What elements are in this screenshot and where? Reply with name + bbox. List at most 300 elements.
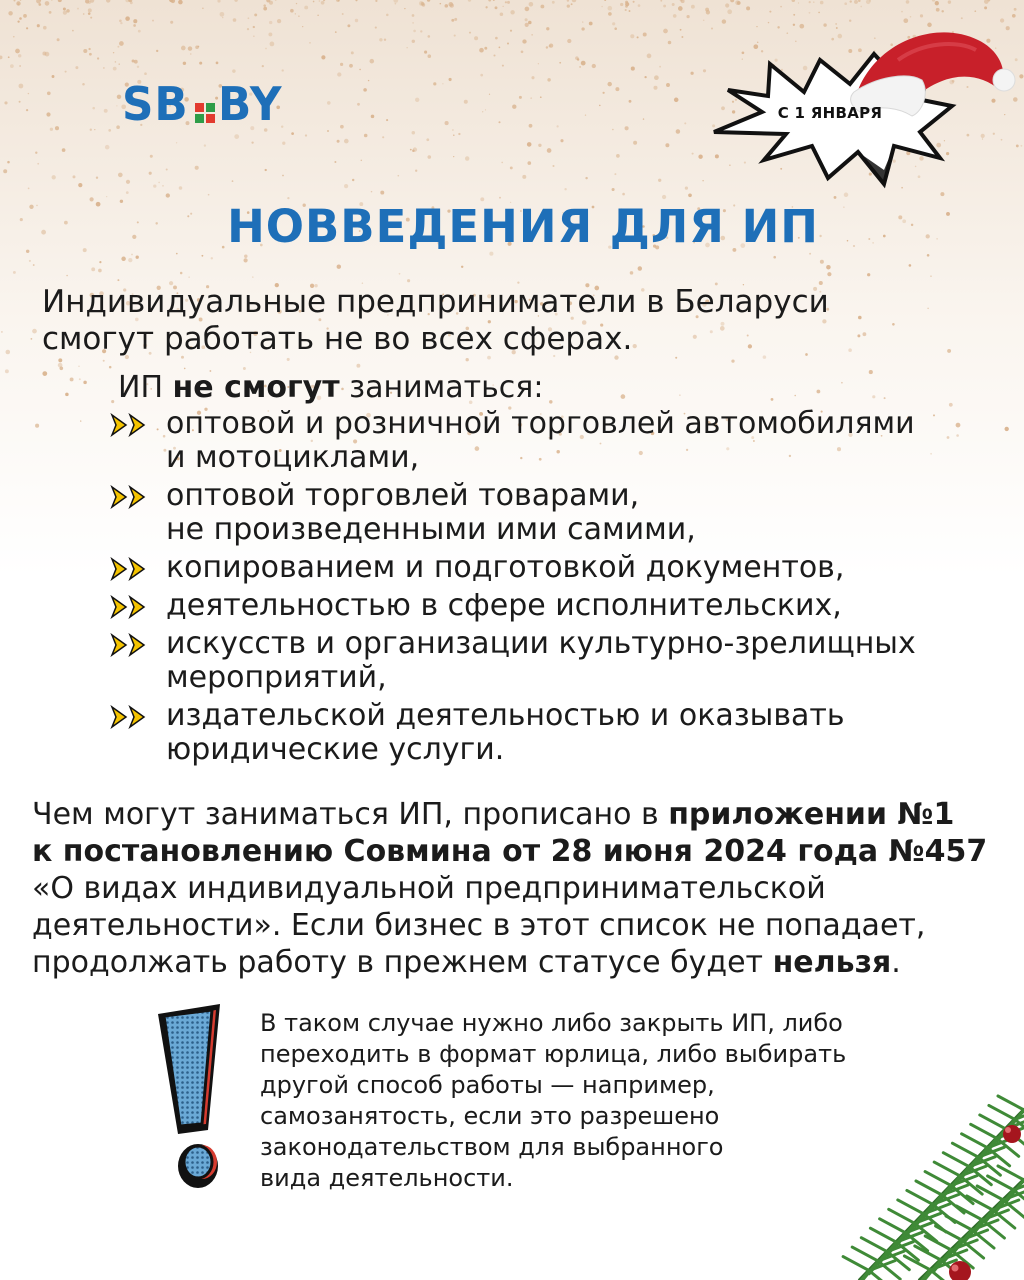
sparkle-dot bbox=[698, 155, 702, 159]
sparkle-dot bbox=[674, 98, 679, 103]
sparkle-dot bbox=[70, 377, 74, 381]
sparkle-dot bbox=[663, 29, 668, 34]
sparkle-dot bbox=[612, 22, 615, 25]
sparkle-dot bbox=[268, 32, 272, 36]
sparkle-dot bbox=[703, 69, 706, 72]
sparkle-dot bbox=[474, 36, 478, 40]
sparkle-dot bbox=[83, 13, 85, 15]
sparkle-dot bbox=[351, 51, 354, 54]
sparkle-dot bbox=[58, 363, 63, 368]
sparkle-dot bbox=[352, 179, 354, 181]
sparkle-dot bbox=[265, 169, 267, 171]
sparkle-dot bbox=[625, 2, 629, 6]
sparkle-dot bbox=[705, 8, 709, 12]
sparkle-dot bbox=[181, 46, 186, 51]
sparkle-dot bbox=[29, 260, 31, 262]
sparkle-dot bbox=[119, 19, 122, 22]
sparkle-dot bbox=[188, 276, 189, 277]
sparkle-dot bbox=[83, 49, 87, 53]
sparkle-dot bbox=[559, 62, 561, 64]
sparkle-dot bbox=[47, 91, 51, 95]
sparkle-dot bbox=[43, 26, 47, 30]
sparkle-dot bbox=[820, 260, 824, 264]
sparkle-dot bbox=[45, 1, 50, 6]
sparkle-dot bbox=[884, 397, 886, 399]
sparkle-dot bbox=[337, 264, 341, 268]
list-item bbox=[108, 407, 1008, 475]
sparkle-dot bbox=[854, 0, 858, 4]
fir-needle bbox=[869, 1271, 891, 1280]
sparkle-dot bbox=[725, 3, 729, 7]
sparkle-dot bbox=[199, 62, 202, 65]
sparkle-dot bbox=[527, 142, 532, 147]
sparkle-dot bbox=[149, 172, 152, 175]
sparkle-dot bbox=[420, 30, 422, 32]
sparkle-dot bbox=[500, 12, 504, 16]
para-text-4: продолжать работу в прежнем статусе будет bbox=[32, 945, 773, 980]
sparkle-dot bbox=[612, 129, 614, 131]
sparkle-dot bbox=[412, 14, 415, 17]
sparkle-dot bbox=[961, 17, 963, 19]
sparkle-dot bbox=[371, 191, 373, 193]
para-bold-2: к постановлению Совмина от 28 июня 2024 года №457 bbox=[32, 834, 988, 869]
sparkle-dot bbox=[680, 29, 682, 31]
fir-needle bbox=[943, 1153, 969, 1167]
sparkle-dot bbox=[529, 124, 533, 128]
sparkle-dot bbox=[531, 34, 532, 35]
sparkle-dot bbox=[773, 256, 776, 259]
sparkle-dot bbox=[525, 7, 530, 12]
sparkle-dot bbox=[282, 142, 285, 145]
sparkle-dot bbox=[844, 2, 847, 5]
sparkle-dot bbox=[461, 266, 463, 268]
sparkle-dot bbox=[522, 39, 526, 43]
sparkle-dot bbox=[16, 1, 20, 5]
sparkle-dot bbox=[32, 329, 37, 334]
sparkle-dot bbox=[974, 10, 976, 12]
sparkle-dot bbox=[691, 5, 695, 9]
sparkle-dot bbox=[296, 3, 297, 4]
sparkle-dot bbox=[355, 19, 358, 22]
sparkle-dot bbox=[499, 197, 501, 199]
sparkle-dot bbox=[614, 27, 617, 30]
note-line-5: законодательством для выбранного bbox=[260, 1133, 724, 1161]
fir-needle bbox=[952, 1143, 978, 1157]
sparkle-dot bbox=[28, 93, 29, 94]
sparkle-dot bbox=[8, 11, 12, 15]
sparkle-dot bbox=[589, 22, 593, 26]
sparkle-dot bbox=[607, 6, 612, 11]
para-text-2: «О видах индивидуальной предпринимательской bbox=[32, 871, 826, 906]
sparkle-dot bbox=[498, 121, 500, 123]
sparkle-dot bbox=[920, 14, 923, 17]
sparkle-dot bbox=[495, 37, 498, 40]
sparkle-dot bbox=[251, 141, 253, 143]
sparkle-dot bbox=[166, 193, 170, 197]
sparkle-dot bbox=[643, 33, 647, 37]
sparkle-dot bbox=[479, 48, 484, 53]
sparkle-dot bbox=[581, 27, 584, 30]
sparkle-dot bbox=[614, 173, 616, 175]
sparkle-dot bbox=[115, 61, 117, 63]
sparkle-dot bbox=[103, 67, 104, 68]
sparkle-dot bbox=[92, 107, 95, 110]
sparkle-dot bbox=[440, 3, 442, 5]
sparkle-dot bbox=[503, 6, 504, 7]
list-item-line-2: не произведенными ими самими, bbox=[166, 512, 696, 547]
lead-suffix: заниматься: bbox=[349, 370, 544, 405]
sparkle-dot bbox=[531, 76, 534, 79]
sparkle-dot bbox=[78, 183, 82, 187]
list-item bbox=[108, 589, 1008, 623]
sparkle-dot bbox=[176, 253, 178, 255]
sparkle-dot bbox=[809, 253, 811, 255]
sparkle-dot bbox=[80, 420, 81, 421]
sparkle-dot bbox=[528, 21, 532, 25]
sparkle-dot bbox=[872, 395, 875, 398]
sparkle-dot bbox=[327, 101, 331, 105]
fir-needle bbox=[980, 1115, 1006, 1129]
sparkle-dot bbox=[482, 111, 483, 112]
sparkle-dot bbox=[407, 279, 410, 282]
sparkle-dot bbox=[629, 10, 631, 12]
sparkle-dot bbox=[602, 92, 604, 94]
sparkle-dot bbox=[643, 118, 644, 119]
sparkle-dot bbox=[684, 122, 686, 124]
sparkle-dot bbox=[42, 371, 47, 376]
list-item-line-1: искусств и организации культурно-зрелищных bbox=[166, 626, 916, 661]
fir-needle bbox=[870, 1228, 896, 1242]
sparkle-dot bbox=[427, 35, 430, 38]
sparkle-dot bbox=[62, 148, 66, 152]
list-item-line-1: оптовой торговлей товарами, bbox=[166, 478, 640, 513]
sparkle-dot bbox=[464, 100, 468, 104]
sparkle-dot bbox=[340, 63, 343, 66]
sparkle-dot bbox=[869, 370, 873, 374]
sparkle-dot bbox=[633, 1, 635, 3]
sparkle-dot bbox=[117, 279, 119, 281]
sparkle-dot bbox=[582, 21, 583, 22]
sparkle-dot bbox=[798, 2, 799, 3]
sparkle-dot bbox=[380, 191, 384, 195]
sparkle-dot bbox=[247, 28, 249, 30]
sparkle-dot bbox=[510, 166, 513, 169]
sparkle-dot bbox=[546, 27, 549, 30]
sparkle-dot bbox=[426, 138, 429, 141]
sparkle-dot bbox=[269, 21, 272, 24]
sparkle-dot bbox=[340, 125, 344, 129]
sparkle-dot bbox=[686, 15, 689, 18]
sparkle-dot bbox=[26, 109, 28, 111]
badge-date-label: С 1 ЯНВАРЯ bbox=[777, 104, 883, 122]
sparkle-dot bbox=[347, 24, 350, 27]
sparkle-dot bbox=[222, 17, 224, 19]
sparkle-dot bbox=[399, 273, 401, 275]
sparkle-dot bbox=[631, 67, 635, 71]
note-line-3: другой способ работы — например, bbox=[260, 1071, 715, 1099]
sparkle-dot bbox=[666, 83, 670, 87]
sparkle-dot bbox=[427, 155, 431, 159]
sparkle-dot bbox=[49, 11, 52, 14]
sparkle-dot bbox=[108, 129, 111, 132]
double-chevron-icon bbox=[108, 595, 158, 619]
sparkle-dot bbox=[527, 161, 531, 165]
sparkle-dot bbox=[668, 41, 672, 45]
sparkle-dot bbox=[156, 50, 158, 52]
sparkle-dot bbox=[136, 256, 139, 259]
sparkle-dot bbox=[321, 1, 325, 5]
sparkle-dot bbox=[190, 53, 191, 54]
sparkle-dot bbox=[793, 14, 795, 16]
sparkle-dot bbox=[77, 8, 79, 10]
sparkle-dot bbox=[549, 400, 552, 403]
sparkle-dot bbox=[113, 52, 114, 53]
sparkle-dot bbox=[88, 12, 91, 15]
sparkle-dot bbox=[73, 175, 76, 178]
sparkle-dot bbox=[153, 184, 156, 187]
sparkle-dot bbox=[158, 182, 160, 184]
sparkle-dot bbox=[927, 254, 930, 257]
sparkle-dot bbox=[144, 72, 147, 75]
sparkle-dot bbox=[452, 129, 454, 131]
sparkle-dot bbox=[335, 31, 337, 33]
sparkle-dot bbox=[547, 148, 552, 153]
sparkle-dot bbox=[384, 38, 386, 40]
sparkle-dot bbox=[560, 139, 563, 142]
sparkle-dot bbox=[13, 36, 15, 38]
double-chevron-icon bbox=[108, 633, 158, 657]
sparkle-dot bbox=[55, 126, 59, 130]
sparkle-dot bbox=[386, 119, 388, 121]
sparkle-dot bbox=[79, 378, 81, 380]
sparkle-dot bbox=[334, 161, 336, 163]
sparkle-dot bbox=[450, 3, 454, 7]
sparkle-dot bbox=[83, 381, 87, 385]
sparkle-dot bbox=[571, 3, 573, 5]
sparkle-dot bbox=[449, 78, 452, 81]
sparkle-dot bbox=[134, 60, 138, 64]
sparkle-dot bbox=[91, 267, 95, 271]
sparkle-dot bbox=[375, 27, 377, 29]
sparkle-dot bbox=[52, 75, 55, 78]
sparkle-dot bbox=[357, 103, 360, 106]
fir-needle bbox=[898, 1200, 924, 1214]
sparkle-dot bbox=[262, 65, 264, 67]
note-line-4: самозанятость, если это разрешено bbox=[260, 1102, 720, 1130]
sparkle-dot bbox=[253, 36, 254, 37]
sparkle-dot bbox=[176, 142, 177, 143]
para-text-1: Чем могут заниматься ИП, прописано в bbox=[32, 797, 669, 832]
sparkle-dot bbox=[654, 75, 659, 80]
sparkle-dot bbox=[579, 66, 581, 68]
sparkle-dot bbox=[519, 96, 522, 99]
sparkle-dot bbox=[466, 358, 469, 361]
sparkle-dot bbox=[15, 49, 20, 54]
fir-needle bbox=[946, 1216, 972, 1230]
sparkle-dot bbox=[1014, 8, 1017, 11]
para-bold-1: приложении №1 bbox=[668, 797, 955, 832]
sparkle-dot bbox=[243, 258, 247, 262]
sparkle-dot bbox=[313, 1, 315, 3]
sparkle-dot bbox=[6, 350, 11, 355]
sparkle-dot bbox=[202, 7, 204, 9]
sparkle-dot bbox=[98, 269, 102, 273]
sparkle-dot bbox=[673, 14, 677, 18]
sparkle-dot bbox=[547, 78, 550, 81]
sparkle-dot bbox=[769, 11, 771, 13]
sparkle-dot bbox=[162, 185, 163, 186]
sparkle-dot bbox=[529, 2, 534, 7]
sparkle-dot bbox=[424, 51, 427, 54]
list-item bbox=[108, 551, 1008, 585]
sparkle-dot bbox=[608, 12, 612, 16]
sparkle-dot bbox=[540, 5, 544, 9]
sparkle-dot bbox=[510, 10, 514, 14]
sparkle-dot bbox=[52, 175, 56, 179]
sparkle-dot bbox=[1012, 14, 1016, 18]
sparkle-dot bbox=[935, 1, 939, 5]
sparkle-dot bbox=[495, 6, 498, 9]
sparkle-dot bbox=[685, 187, 688, 190]
sparkle-dot bbox=[282, 175, 284, 177]
sparkle-dot bbox=[170, 21, 173, 24]
sparkle-dot bbox=[442, 83, 443, 84]
sparkle-dot bbox=[216, 62, 219, 65]
fir-needle bbox=[936, 1226, 962, 1240]
sparkle-dot bbox=[298, 15, 300, 17]
sparkle-dot bbox=[947, 349, 951, 353]
sparkle-dot bbox=[371, 115, 375, 119]
sparkle-dot bbox=[415, 98, 419, 102]
fir-needle bbox=[880, 1219, 906, 1233]
sparkle-dot bbox=[90, 17, 92, 19]
sparkle-dot bbox=[386, 14, 389, 17]
sparkle-dot bbox=[984, 6, 987, 9]
sparkle-dot bbox=[379, 38, 382, 41]
sparkle-dot bbox=[178, 0, 183, 4]
sparkle-dot bbox=[465, 156, 469, 160]
sparkle-dot bbox=[480, 74, 483, 77]
sparkle-dot bbox=[538, 144, 541, 147]
sparkle-dot bbox=[415, 170, 417, 172]
sparkle-dot bbox=[644, 76, 646, 78]
sparkle-dot bbox=[502, 65, 504, 67]
fir-needle bbox=[989, 1105, 1015, 1119]
sparkle-dot bbox=[412, 22, 414, 24]
sparkle-dot bbox=[290, 9, 294, 13]
sparkle-dot bbox=[507, 43, 509, 45]
sparkle-dot bbox=[679, 394, 681, 396]
list-item-line-2: мероприятий, bbox=[166, 660, 387, 695]
note-line-1: В таком случае нужно либо закрыть ИП, либо bbox=[260, 1009, 843, 1037]
sparkle-dot bbox=[625, 126, 629, 130]
sparkle-dot bbox=[407, 47, 408, 48]
sparkle-dot bbox=[941, 10, 943, 12]
sparkle-dot bbox=[234, 134, 239, 139]
sparkle-dot bbox=[337, 72, 341, 76]
sparkle-dot bbox=[540, 96, 542, 98]
sparkle-dot bbox=[125, 16, 130, 21]
sparkle-dot bbox=[485, 6, 487, 8]
sparkle-dot bbox=[577, 58, 579, 60]
sparkle-dot bbox=[45, 52, 50, 57]
sparkle-dot bbox=[37, 24, 40, 27]
sparkle-dot bbox=[512, 105, 516, 109]
sparkle-dot bbox=[702, 180, 703, 181]
sparkle-dot bbox=[507, 1, 510, 4]
list-item-line-1: копированием и подготовкой документов, bbox=[166, 550, 845, 585]
sparkle-dot bbox=[948, 0, 951, 3]
sparkle-dot bbox=[111, 400, 114, 403]
sparkle-dot bbox=[78, 366, 80, 368]
list-item-line-1: оптовой и розничной торговлей автомобилями bbox=[166, 406, 915, 441]
sparkle-dot bbox=[445, 121, 449, 125]
sparkle-dot bbox=[305, 134, 307, 136]
sparkle-dot bbox=[809, 1, 811, 3]
intro-line-2: смогут работать не во всех сферах. bbox=[42, 321, 633, 357]
sparkle-dot bbox=[433, 82, 436, 85]
fir-needle bbox=[843, 1257, 869, 1271]
sparkle-dot bbox=[453, 134, 454, 135]
note-text bbox=[260, 1008, 940, 1194]
sparkle-dot bbox=[291, 132, 294, 135]
logo-text-right: BY bbox=[218, 77, 283, 131]
list-item bbox=[108, 627, 1008, 695]
sparkle-dot bbox=[564, 188, 566, 190]
sparkle-dot bbox=[82, 83, 85, 86]
sparkle-dot bbox=[359, 69, 360, 70]
sparkle-dot bbox=[37, 163, 39, 165]
sparkle-dot bbox=[137, 66, 139, 68]
sparkle-dot bbox=[510, 30, 512, 32]
sparkle-dot bbox=[72, 30, 74, 32]
sparkle-dot bbox=[397, 175, 399, 177]
sparkle-dot bbox=[35, 152, 37, 154]
sparkle-dot bbox=[113, 67, 117, 71]
sparkle-dot bbox=[453, 156, 454, 157]
sparkle-dot bbox=[270, 42, 275, 47]
fir-needle bbox=[889, 1209, 915, 1223]
sparkle-dot bbox=[138, 30, 141, 33]
sparkle-dot bbox=[287, 358, 290, 361]
sparkle-dot bbox=[57, 38, 60, 41]
sparkle-dot bbox=[404, 8, 405, 9]
intro-line-1: Индивидуальные предприниматели в Беларуси bbox=[42, 284, 829, 320]
sparkle-dot bbox=[211, 257, 213, 259]
double-chevron-icon bbox=[108, 705, 158, 729]
sparkle-dot bbox=[254, 13, 257, 16]
sparkle-dot bbox=[599, 105, 601, 107]
sparkle-dot bbox=[179, 186, 183, 190]
fir-needle bbox=[998, 1096, 1024, 1110]
sparkle-dot bbox=[428, 54, 432, 58]
sparkle-dot bbox=[18, 54, 21, 57]
sparkle-dot bbox=[180, 272, 183, 275]
sparkle-dot bbox=[692, 153, 694, 155]
sparkle-dot bbox=[35, 424, 39, 428]
sparkle-dot bbox=[356, 364, 360, 368]
sparkle-dot bbox=[665, 143, 669, 147]
sparkle-dot bbox=[233, 18, 237, 22]
sparkle-dot bbox=[337, 140, 340, 143]
sparkle-dot bbox=[901, 11, 903, 13]
logo-text-left: SB bbox=[122, 77, 189, 131]
sparkle-dot bbox=[601, 6, 603, 8]
sparkle-dot bbox=[647, 54, 652, 59]
sparkle-dot bbox=[65, 393, 69, 397]
sparkle-dot bbox=[817, 390, 821, 394]
sparkle-dot bbox=[106, 196, 107, 197]
